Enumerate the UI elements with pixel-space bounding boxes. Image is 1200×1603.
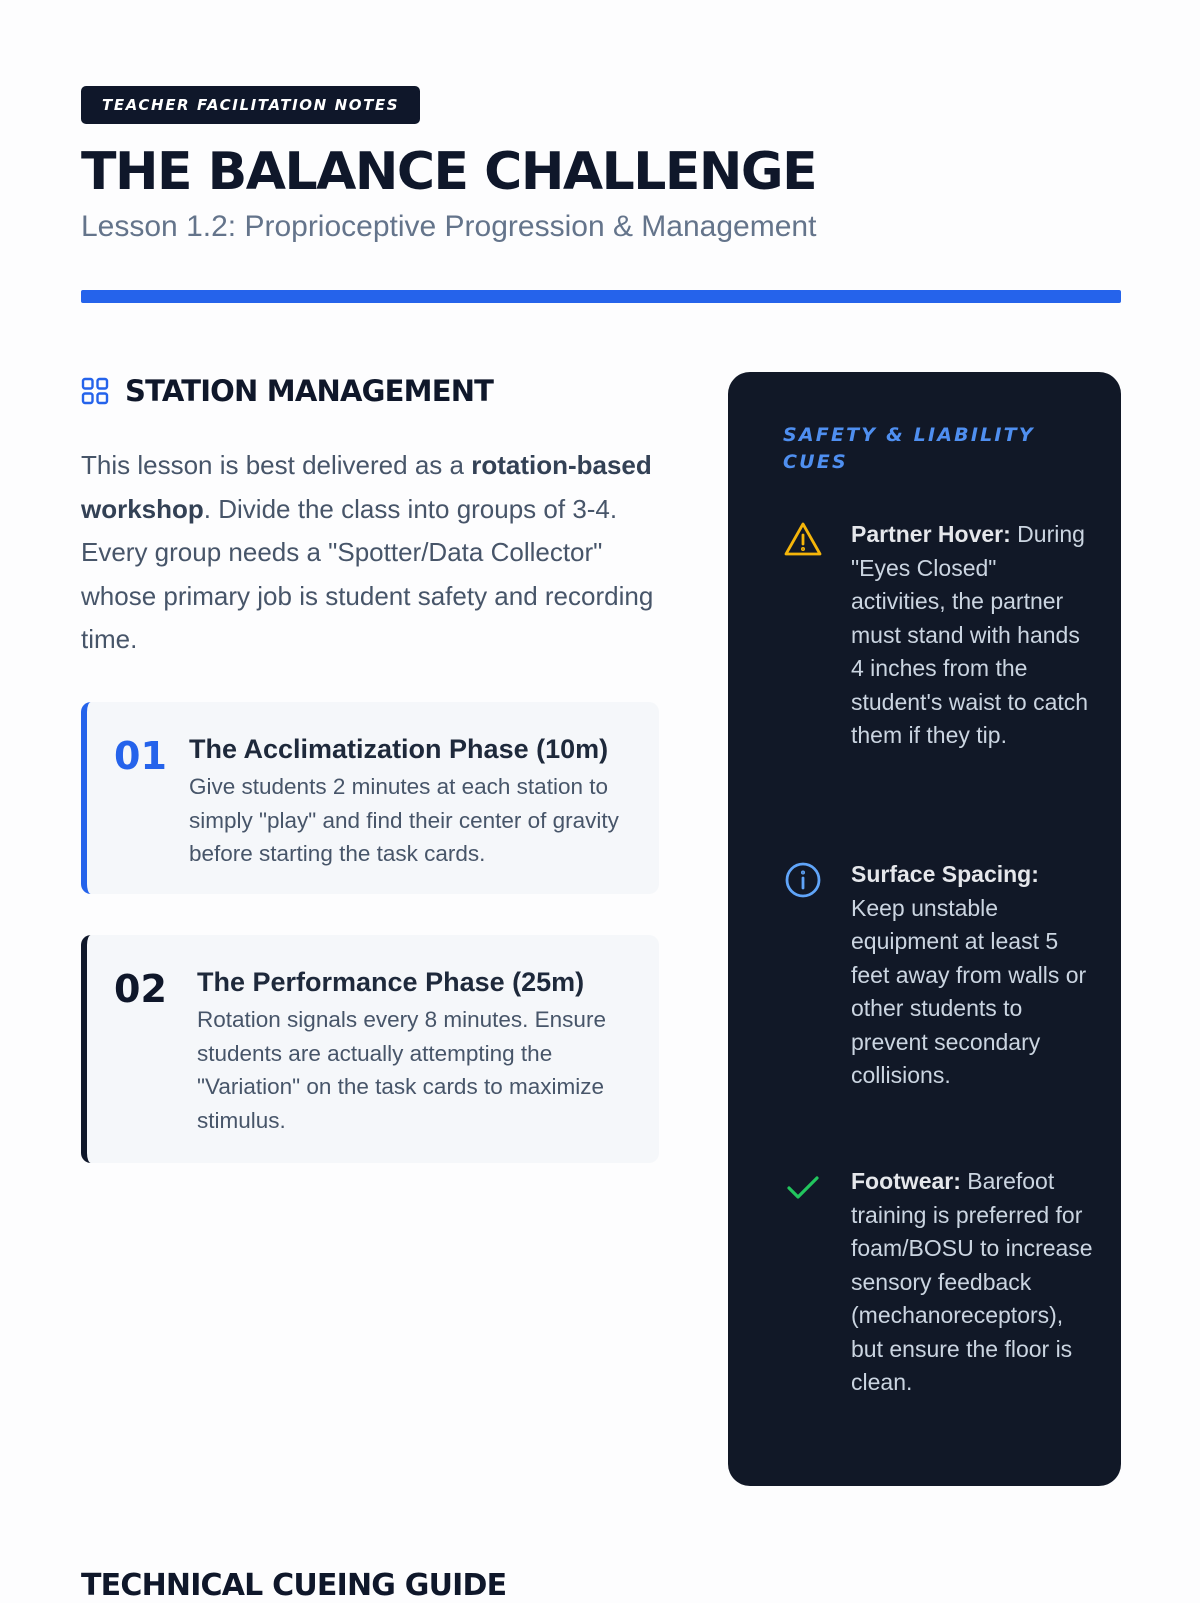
check-icon (783, 1167, 823, 1207)
intro-emphasis: rotation-based workshop (81, 450, 652, 524)
station-section-header (81, 374, 493, 408)
safety-cue-body: Keep unstable equipment at least 5 feet away from walls or other students to prevent secondary collisions. (851, 894, 1087, 1088)
phase-description: Give students 2 minutes at each station to simply "play" and find their center of gravity before starting the task cards. (189, 774, 619, 866)
phase-title: The Performance Phase (25m) (197, 967, 585, 997)
safety-cue-label: Footwear: (851, 1168, 961, 1194)
phase-card-acclimatization (81, 702, 659, 894)
header-divider (81, 290, 1121, 303)
phase-body (189, 730, 639, 871)
safety-panel-title: SAFETY & LIABILITY CUES (783, 424, 1035, 473)
safety-panel (728, 372, 1121, 1486)
phase-title: The Acclimatization Phase (10m) (189, 734, 609, 764)
info-icon (783, 860, 823, 900)
cueing-guide-title: TECHNICAL CUEING GUIDE (81, 1568, 507, 1603)
notes-tag: TEACHER FACILITATION NOTES (81, 86, 420, 124)
phase-description: Rotation signals every 8 minutes. Ensure students are actually attempting the "Variation" on the task cards to maximize stimulus. (197, 1007, 606, 1133)
safety-cue-text (851, 1165, 1096, 1400)
station-section-title: STATION MANAGEMENT (125, 374, 494, 408)
safety-cue-text (851, 858, 1096, 1093)
safety-cue-body: During "Eyes Closed" activities, the partner must stand with hands 4 inches from the student's waist to catch them if they tip. (851, 521, 1089, 748)
safety-cue-body: Barefoot training is preferred for foam/BOSU to increase sensory feedback (mechanoreceptors), but ensure the floor is clean. (851, 1168, 1093, 1395)
safety-cue-text (851, 518, 1096, 753)
page-title: THE BALANCE CHALLENGE (81, 142, 817, 202)
phase-body (197, 963, 639, 1137)
intro-text-end: . Divide the class into groups of 3-4. Every group needs a "Spotter/Data Collector" whose primary job is student safety and recording time. (81, 493, 654, 654)
phase-number: 01 (114, 734, 167, 778)
grid-icon (81, 377, 109, 405)
page-subtitle: Lesson 1.2: Proprioceptive Progression & Management (81, 210, 817, 243)
station-intro (81, 444, 671, 662)
warning-icon (783, 520, 823, 560)
safety-cue-label: Surface Spacing: (851, 861, 1039, 887)
phase-number: 02 (114, 967, 167, 1011)
safety-cue-label: Partner Hover: (851, 521, 1011, 547)
intro-text-start: This lesson is best delivered as a (81, 450, 472, 480)
phase-card-performance (81, 935, 659, 1163)
